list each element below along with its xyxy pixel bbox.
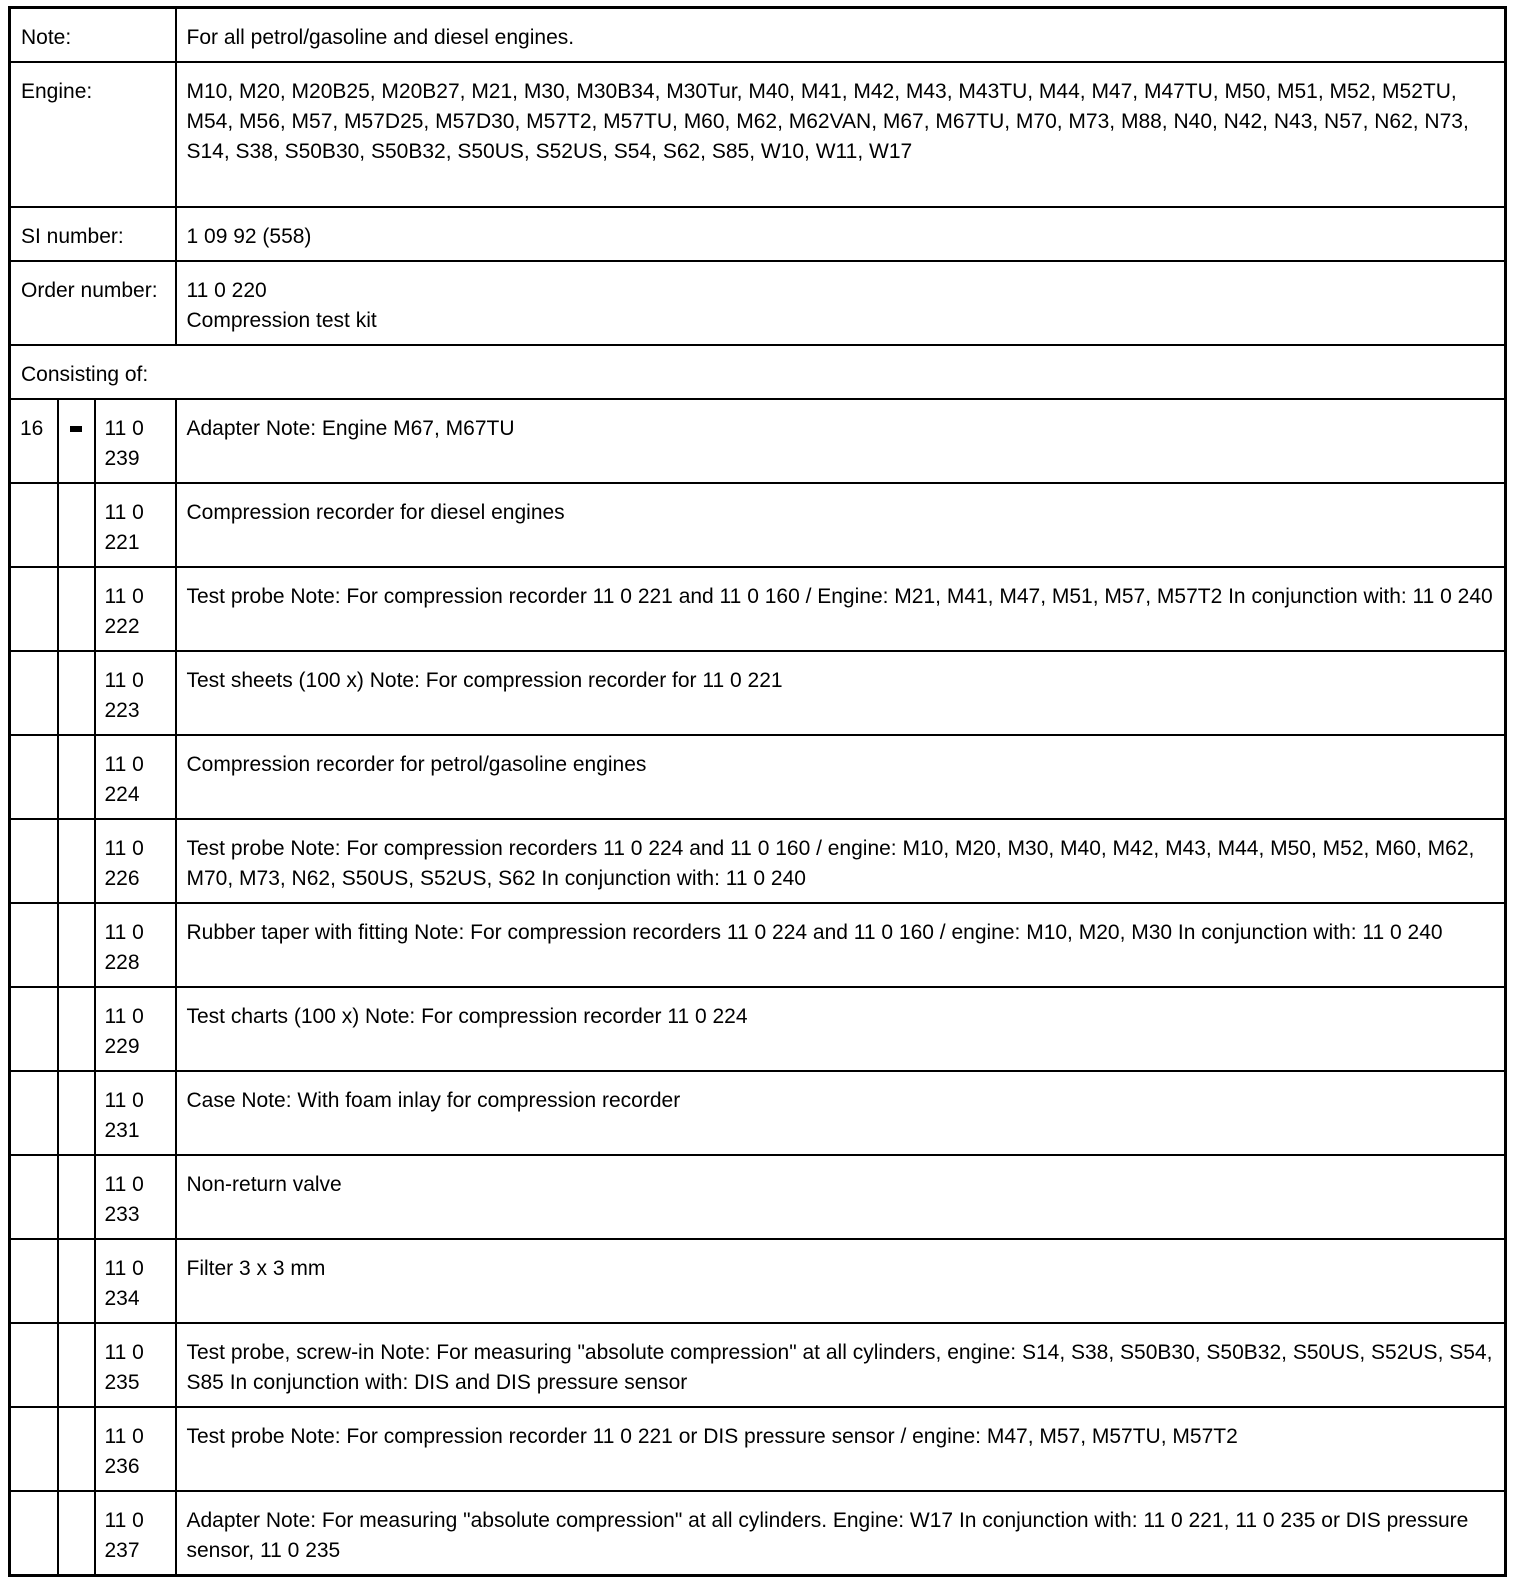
item-description: Test probe Note: For compression recorder 11 0 221 or DIS pressure sensor / engine: M47, M57, M57TU, M57T2 [176,1407,1506,1491]
item-row [10,1407,1506,1491]
item-marker [58,903,95,987]
item-part-number: 11 0 231 [95,1071,176,1155]
item-qty [10,1071,58,1155]
item-qty [10,987,58,1071]
item-part-number: 11 0 233 [95,1155,176,1239]
item-qty [10,735,58,819]
row-label: Order number: [10,261,176,345]
item-qty [10,903,58,987]
item-part-number: 11 0 221 [95,483,176,567]
item-row [10,483,1506,567]
row-label: Note: [10,8,176,63]
item-qty [10,1407,58,1491]
item-marker [58,651,95,735]
item-qty [10,1323,58,1407]
item-row [10,567,1506,651]
item-marker [58,1323,95,1407]
item-part-number: 11 0 234 [95,1239,176,1323]
item-row [10,1071,1506,1155]
row-value-line: 11 0 220 [186,279,267,302]
tool-kit-table [8,6,1507,1577]
item-marker [58,1071,95,1155]
item-marker [58,1491,95,1576]
item-row [10,651,1506,735]
item-part-number: 11 0 237 [95,1491,176,1576]
header-row [10,207,1506,261]
item-part-number: 11 0 235 [95,1323,176,1407]
consisting-row [10,345,1506,399]
item-description: Adapter Note: Engine M67, M67TU [176,399,1506,483]
item-description: Test probe Note: For compression recorders 11 0 224 and 11 0 160 / engine: M10, M20, M30, M40, M42, M43, M44, M50, M52, M60, M62, M70, M73, N62, S50US, S52US, S62 In conjunction with: 11 0 240 [176,819,1506,903]
row-label: Engine: [10,62,176,207]
header-row [10,62,1506,207]
consisting-label: Consisting of: [10,345,1506,399]
item-row [10,987,1506,1071]
row-value [176,207,1506,261]
item-qty [10,567,58,651]
row-value [176,62,1506,207]
item-qty [10,1155,58,1239]
item-part-number: 11 0 222 [95,567,176,651]
item-description: Test probe Note: For compression recorder 11 0 221 and 11 0 160 / Engine: M21, M41, M47, M51, M57, M57T2 In conjunction with: 11 0 240 [176,567,1506,651]
header-row [10,261,1506,345]
item-marker [58,735,95,819]
item-description: Non-return valve [176,1155,1506,1239]
item-marker [58,399,95,483]
item-marker [58,1239,95,1323]
row-value-line: Compression test kit [186,309,377,332]
item-part-number: 11 0 228 [95,903,176,987]
item-row [10,399,1506,483]
item-marker [58,1407,95,1491]
item-qty [10,1491,58,1576]
item-qty [10,651,58,735]
item-qty [10,483,58,567]
item-description: Test sheets (100 x) Note: For compression recorder for 11 0 221 [176,651,1506,735]
row-value [176,261,1506,345]
row-value-line: 1 09 92 (558) [186,225,312,248]
item-marker [58,987,95,1071]
item-part-number: 11 0 236 [95,1407,176,1491]
item-description: Case Note: With foam inlay for compression recorder [176,1071,1506,1155]
item-marker [58,819,95,903]
item-marker [58,1155,95,1239]
item-row [10,819,1506,903]
item-row [10,903,1506,987]
row-label: SI number: [10,207,176,261]
item-qty [10,1239,58,1323]
row-value-line: For all petrol/gasoline and diesel engines. [186,26,575,49]
item-row [10,1155,1506,1239]
row-value-line: M10, M20, M20B25, M20B27, M21, M30, M30B34, M30Tur, M40, M41, M42, M43, M43TU, M44, M47, M47TU, M50, M51, M52, M52TU, M54, M56, M57, M57D25, M57D30, M57T2, M57TU, M60, M62, M62VAN, M67, M67TU, M70, M73, M88, N40, N42, N43, N57, N62, N73, S14, S38, S50B30, S50B32, S50US, S52US, S54, S62, S85, W10, W11, W17 [186,80,1469,163]
item-description: Compression recorder for diesel engines [176,483,1506,567]
item-description: Adapter Note: For measuring "absolute compression" at all cylinders. Engine: W17 In conjunction with: 11 0 221, 11 0 235 or DIS pressure sensor, 11 0 235 [176,1491,1506,1576]
item-qty: 16 [10,399,58,483]
item-row [10,735,1506,819]
item-part-number: 11 0 229 [95,987,176,1071]
item-description: Rubber taper with fitting Note: For compression recorders 11 0 224 and 11 0 160 / engine: M10, M20, M30 In conjunction with: 11 0 240 [176,903,1506,987]
item-part-number: 11 0 223 [95,651,176,735]
item-marker [58,483,95,567]
item-row [10,1491,1506,1576]
item-row [10,1239,1506,1323]
item-row [10,1323,1506,1407]
item-marker [58,567,95,651]
item-part-number: 11 0 226 [95,819,176,903]
item-part-number: 11 0 239 [95,399,176,483]
header-row [10,8,1506,63]
item-part-number: 11 0 224 [95,735,176,819]
item-qty [10,819,58,903]
dash-icon [70,426,82,432]
row-value [176,8,1506,63]
item-description: Test charts (100 x) Note: For compression recorder 11 0 224 [176,987,1506,1071]
item-description: Filter 3 x 3 mm [176,1239,1506,1323]
item-description: Test probe, screw-in Note: For measuring "absolute compression" at all cylinders, engine: S14, S38, S50B30, S50B32, S50US, S52US, S54, S85 In conjunction with: DIS and DIS pressure sensor [176,1323,1506,1407]
item-description: Compression recorder for petrol/gasoline engines [176,735,1506,819]
